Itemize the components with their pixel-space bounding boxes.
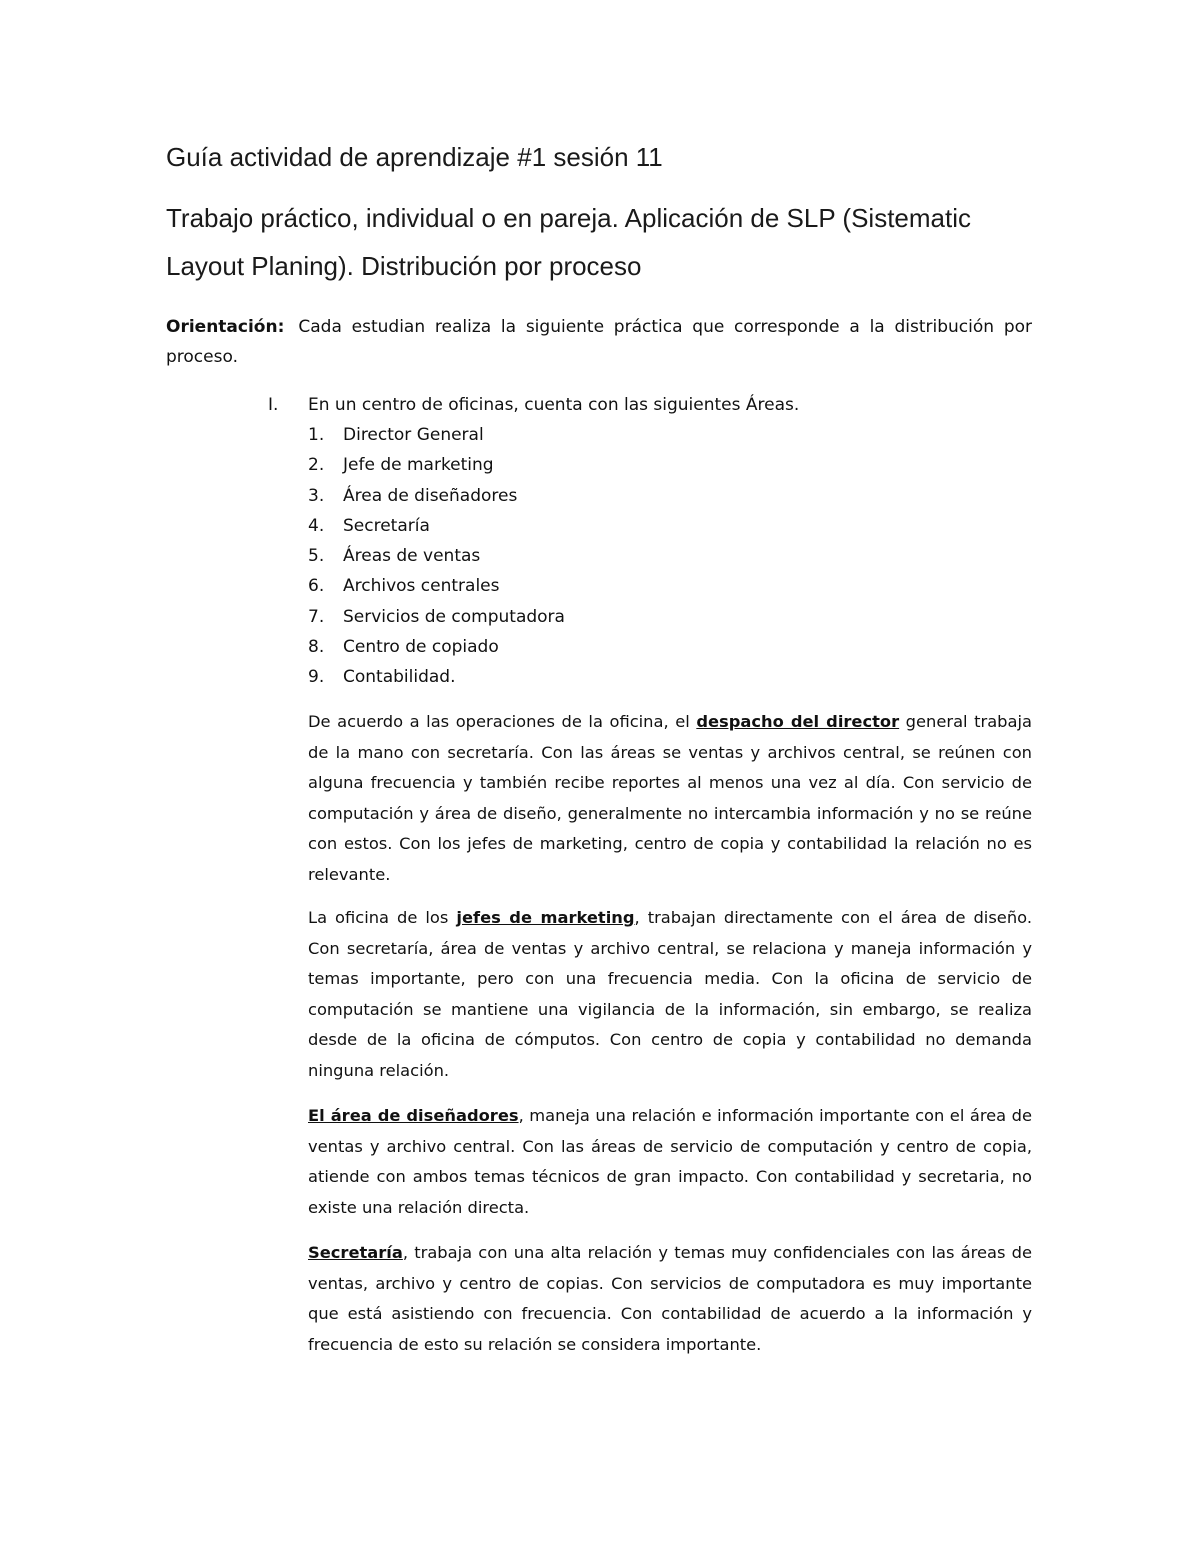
orientation-paragraph <box>166 312 1032 372</box>
section-numeral: I. <box>268 395 279 415</box>
orientation-label: Orientación: <box>166 317 285 337</box>
list-item <box>308 420 565 450</box>
list-item <box>308 662 565 692</box>
list-item-number: 2. <box>308 455 325 476</box>
areas-list <box>308 420 565 692</box>
paragraph-secretary <box>308 1238 1032 1360</box>
list-item-label: Director General <box>343 425 484 445</box>
list-item <box>308 632 565 662</box>
list-item-label: Archivos centrales <box>343 576 500 597</box>
list-item-number: 3. <box>308 485 325 506</box>
paragraph-text-after: , maneja una relación e información importante con el área de ventas y archivo central. Con las áreas de servicio de computación y centro de copia, atiende con ambos temas técnicos de gran impacto. Con contabilidad y secretaria, no existe una relación directa. <box>308 1106 1032 1217</box>
paragraph-text-after: general trabaja de la mano con secretaría. Con las áreas se ventas y archivos central, se reúnen con alguna frecuencia y también recibe reportes al menos una vez al día. Con servicio de computación y área de diseño, generalmente no intercambia información y no se reúne con estos. Con los jefes de marketing, centro de copia y contabilidad la relación no es relevante. <box>308 712 1032 884</box>
paragraph-keyword: El área de diseñadores <box>308 1106 519 1125</box>
list-item-number: 4. <box>308 515 325 536</box>
paragraph-keyword: Secretaría <box>308 1243 403 1262</box>
paragraph-text-before: De acuerdo a las operaciones de la oficina, el <box>308 712 697 731</box>
paragraph-keyword: jefes de marketing <box>456 908 635 927</box>
document-title: Guía actividad de aprendizaje #1 sesión 11 <box>166 142 663 172</box>
section-heading <box>268 390 799 420</box>
paragraph-marketing <box>308 903 1032 1086</box>
list-item-number: 6. <box>308 576 325 597</box>
list-item <box>308 541 565 571</box>
list-item-label: Secretaría <box>343 515 430 536</box>
list-item <box>308 511 565 541</box>
paragraph-text-after: , trabajan directamente con el área de diseño. Con secretaría, área de ventas y archivo central, se relaciona y maneja información y temas importante, pero con una frecuencia media. Con la oficina de servicio de computación se mantiene una vigilancia de la información, sin embargo, se realiza desde de la oficina de cómputos. Con centro de copia y contabilidad no demanda ninguna relación. <box>308 908 1032 1080</box>
orientation-text: Cada estudian realiza la siguiente práctica que corresponde a la distribución por proceso. <box>166 317 1032 367</box>
paragraph-director <box>308 707 1032 890</box>
list-item-number: 8. <box>308 636 325 657</box>
list-item-label: Área de diseñadores <box>343 485 518 506</box>
document-subtitle-line-2: Layout Planing). Distribución por proceso <box>166 251 642 281</box>
list-item-label: Áreas de ventas <box>343 546 481 566</box>
paragraph-text-before: La oficina de los <box>308 908 457 927</box>
list-item-label: Centro de copiado <box>343 636 499 657</box>
list-item-number: 5. <box>308 546 325 566</box>
document-subtitle-line-1: Trabajo práctico, individual o en pareja. Aplicación de SLP (Sistematic <box>166 203 971 233</box>
paragraph-text-after: , trabaja con una alta relación y temas muy confidenciales con las áreas de ventas, archivo y centro de copias. Con servicios de computadora es muy importante que está asistiendo con frecuencia. Con contabilidad de acuerdo a la información y frecuencia de esto su relación se considera importante. <box>308 1243 1032 1354</box>
paragraph-designers <box>308 1101 1032 1223</box>
list-item-label: Contabilidad. <box>343 667 456 687</box>
section-heading-text: En un centro de oficinas, cuenta con las siguientes Áreas. <box>308 395 800 415</box>
list-item <box>308 450 565 480</box>
list-item-number: 7. <box>308 606 325 627</box>
paragraph-keyword: despacho del director <box>696 712 900 731</box>
list-item <box>308 571 565 601</box>
list-item-label: Jefe de marketing <box>343 455 494 476</box>
list-item-number: 1. <box>308 425 325 445</box>
list-item-label: Servicios de computadora <box>343 606 565 627</box>
list-item <box>308 602 565 632</box>
list-item <box>308 481 565 511</box>
list-item-number: 9. <box>308 667 325 687</box>
